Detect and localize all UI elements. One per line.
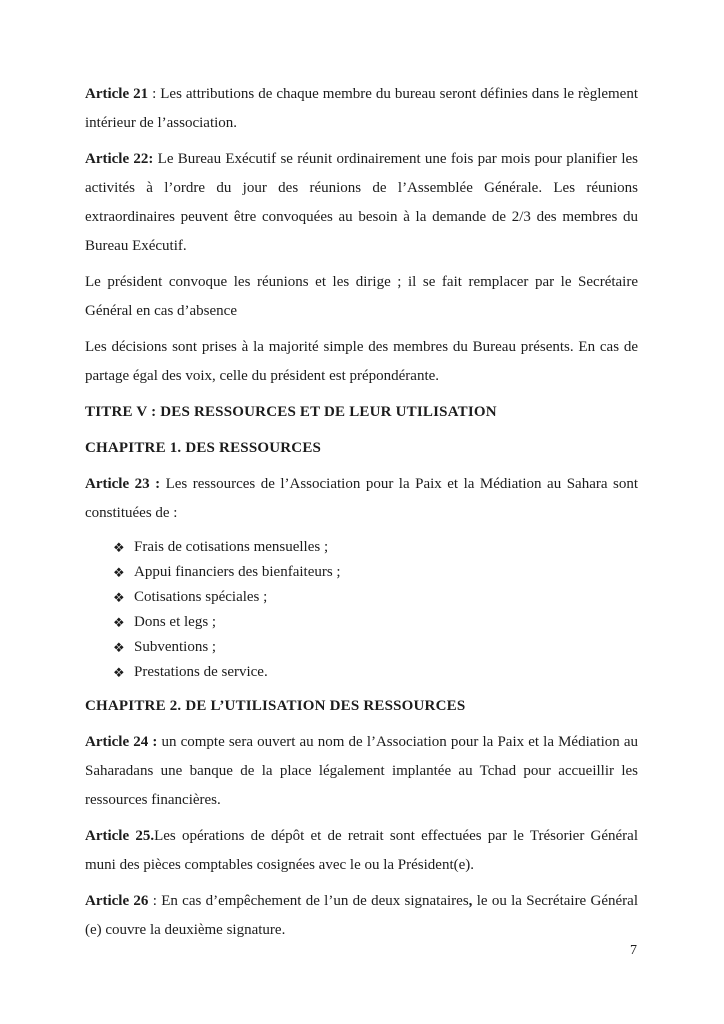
list-item — [85, 560, 638, 585]
document-body — [85, 80, 638, 952]
list-item — [85, 610, 638, 635]
paragraph-bold-segment: Article 23 : — [85, 476, 161, 492]
list-item — [85, 535, 638, 560]
paragraph — [85, 145, 638, 261]
paragraph-bold-segment: Article 24 : — [85, 734, 158, 750]
paragraph-text-segment: Le président convoque les réunions et les dirige ; il se fait remplacer par le Secrétaire Général en cas d’absence — [85, 274, 638, 319]
page-number: 7 — [630, 943, 637, 958]
list-item — [85, 585, 638, 610]
paragraph-text-segment: Les opérations de dépôt et de retrait sont effectuées par le Trésorier Général muni des pièces comptables cosignées avec le ou la Président(e). — [85, 828, 638, 873]
diamond-bullet-icon: ❖ — [113, 665, 125, 680]
paragraph-text-segment: Les décisions sont prises à la majorité simple des membres du Bureau présents. En cas de partage égal des voix, celle du président est prépondérante. — [85, 339, 638, 384]
paragraph-bold-segment: Article 22: — [85, 151, 154, 167]
bullet-list — [85, 535, 638, 685]
paragraph — [85, 728, 638, 815]
diamond-bullet-icon: ❖ — [113, 565, 125, 580]
paragraph — [85, 470, 638, 528]
list-item — [85, 660, 638, 685]
section-heading: CHAPITRE 2. DE L’UTILISATION DES RESSOURCES — [85, 698, 466, 714]
paragraph — [85, 887, 638, 945]
paragraph-bold-segment: Article 26 — [85, 893, 149, 909]
list-item-text: Cotisations spéciales ; — [134, 589, 268, 605]
paragraph-bold-segment: Article 21 — [85, 86, 149, 102]
paragraph — [85, 333, 638, 391]
paragraph — [85, 268, 638, 326]
paragraph-bold-segment: , — [468, 893, 473, 909]
list-item-text: Subventions ; — [134, 639, 217, 655]
diamond-bullet-icon: ❖ — [113, 590, 125, 605]
paragraph-text-segment: Le Bureau Exécutif se réunit ordinairement une fois par mois pour planifier les activités à l’ordre du jour des réunions de l’Assemblée Générale. Les réunions extraordinaires peuvent être convoquées au besoin à la demande de 2/3 des membres du Bureau Exécutif. — [85, 151, 638, 254]
section-heading: TITRE V : DES RESSOURCES ET DE LEUR UTILISATION — [85, 404, 497, 420]
paragraph-text-segment: un compte sera ouvert au nom de l’Association pour la Paix et la Médiation au Saharadans une banque de la place légalement implantée au Tchad pour accueillir les ressources financières. — [85, 734, 638, 808]
diamond-bullet-icon: ❖ — [113, 540, 125, 555]
section-heading: CHAPITRE 1. DES RESSOURCES — [85, 440, 322, 456]
paragraph-bold-segment: Article 25. — [85, 828, 155, 844]
paragraph — [85, 822, 638, 880]
list-item-text: Prestations de service. — [134, 664, 268, 680]
paragraph — [85, 80, 638, 138]
paragraph-text-segment: : En cas d’empêchement de l’un de deux signataires — [148, 893, 469, 909]
paragraph-text-segment: : Les attributions de chaque membre du bureau seront définies dans le règlement intérieur de l’association. — [85, 86, 639, 131]
diamond-bullet-icon: ❖ — [113, 615, 125, 630]
list-item — [85, 635, 638, 660]
list-item-text: Frais de cotisations mensuelles ; — [134, 539, 329, 555]
diamond-bullet-icon: ❖ — [113, 640, 125, 655]
paragraph-text-segment: Les ressources de l’Association pour la Paix et la Médiation au Sahara sont constituées de : — [85, 476, 638, 521]
list-item-text: Dons et legs ; — [134, 614, 217, 630]
list-item-text: Appui financiers des bienfaiteurs ; — [134, 564, 341, 580]
paragraph-text-segment: le ou la Secrétaire Général (e) couvre la deuxième signature. — [85, 893, 638, 938]
